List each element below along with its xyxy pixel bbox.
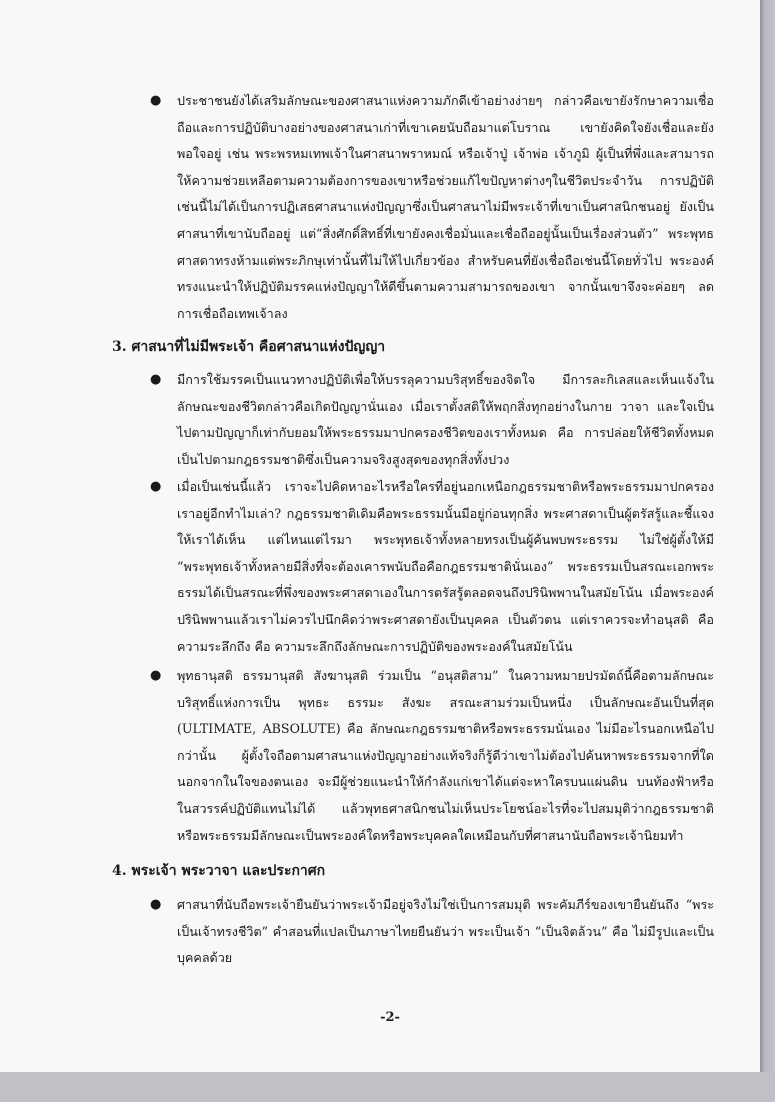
section-4-heading: 4. พระเจ้า พระวาจา และประกาศก bbox=[112, 863, 326, 879]
section-3-bullet-1: มีการใช้มรรคเป็นแนวทางปฏิบัติเพื่อให้บรรลุความบริสุทธิ์ของจิตใจ มีการละกิเลสและเห็นแจ้งในลักษณะของชีวิตกล่าวคือเกิดปัญญานั่นเอง เมื่อเราตั้งสติให้พฤกสิ่งทุกอย่างในกาย วาจา และใจเป็นไปตามปัญญาก็เท่ากับยอมให้พระธรรมมาปกครองชีวิตของเราทั้งหมด คือ การปล่อยให้ชีวิตทั้งหมดเป็นไปตามกฎธรรมชาติซึ่งเป็นความจริงสูงสุดของทุกสิ่งทั้งปวง bbox=[177, 372, 714, 467]
section-3-bullet-2: เมื่อเป็นเช่นนี้แล้ว เราจะไปคิดหาอะไรหรือใครที่อยู่นอกเหนือกฎธรรมชาติหรือพระธรรมมาปกครองเราอยู่อีกทำไมเล่า? กฎธรรมชาติเดิมคือพระธรรมนั้นมีอยู่ก่อนทุกสิ่ง พระศาสดาเป็นผู้ตรัสรู้และชี้แจงให้เราได้เห็น แต่ไหนแต่ไรมา พระพุทธเจ้าทั้งหลายทรงเป็นผู้ค้นพบพระธรรม ไม่ใช่ผู้ตั้งให้มี “พระพุทธเจ้าทั้งหลายมีสิ่งที่จะต้องเคารพนับถือคือกฎธรรมชาตินั่นเอง” พระธรรมเป็นสรณะเอกพระธรรมได้เป็นสรณะที่พึ่งของพระศาสดาเองในการตรัสรู้ตลอดจนถึงปรินิพพานในสมัยโน้น เมื่อพระองค์ปรินิพพานแล้วเราไม่ควรไปนึกคิดว่าพระศาสดายังเป็นบุคคล เป็นตัวตน แต่เราควรจะทำอนุสติ คือ ความระลึกถึง คือ ความระลึกถึงลักษณะการปฏิบัติของพระองค์ในสมัยโน้น bbox=[177, 479, 714, 654]
bullet-icon: ● bbox=[150, 897, 162, 912]
section-4-bullet-1: ศาสนาที่นับถือพระเจ้ายืนยันว่าพระเจ้ามีอยู่จริงไม่ใช่เป็นการสมมุติ พระคัมภีร์ของเขายืนยันถึง “พระเป็นเจ้าทรงชีวิต” คำสอนที่แปลเป็นภาษาไทยยืนยันว่า พระเป็นเจ้า “เป็นจิตล้วน” คือ ไม่มีรูปและเป็นบุคคลด้วย bbox=[177, 897, 714, 966]
section-3-heading: 3. ศาสนาที่ไม่มีพระเจ้า คือศาสนาแห่งปัญญา bbox=[112, 339, 386, 355]
section-3-bullet-3: พุทธานุสติ ธรรมานุสติ สังฆานุสติ ร่วมเป็น “อนุสติสาม” ในความหมายปรมัตถ์นี้คือตามลักษณะบริสุทธิ์แห่งการเป็น พุทธะ ธรรมะ สังฆะ สรณะสามร่วมเป็นหนึ่ง เป็นลักษณะอันเป็นที่สุด (ULTIMATE, ABSOLUTE) คือ ลักษณะกฎธรรมชาติหรือพระธรรมนั่นเอง ไม่มีอะไรนอกเหนือไปกว่านั้น ผู้ตั้งใจถือตามศาสนาแห่งปัญญาอย่างแท้จริงก็รู้ดีว่าเขาไม่ต้องไปค้นหาพระธรรมจากที่ใดนอกจากในใจของตนเอง จะมีผู้ช่วยแนะนำให้กำลังแก่เขาได้แต่จะหาใครบนแผ่นดิน บนท้องฟ้าหรือในสวรรค์ปฏิบัติแทนไม่ได้ แล้วพุทธศาสนิกชนไม่เห็นประโยชน์อะไรที่จะไปสมมุติว่ากฎธรรมชาติหรือพระธรรมมีลักษณะเป็นพระองค์ใดหรือพระบุคคลใดเหมือนกับที่ศาสนานับถือพระเจ้านิยมทำ bbox=[177, 668, 714, 843]
bullet-icon: ● bbox=[150, 479, 162, 494]
bullet-icon: ● bbox=[150, 372, 162, 387]
bullet-icon: ● bbox=[150, 93, 162, 108]
bullet-icon: ● bbox=[150, 668, 162, 683]
paragraph-continuation: ประชาชนยังได้เสริมลักษณะของศาสนาแห่งความภักดีเข้าอย่างง่ายๆ กล่าวคือเขายังรักษาความเชื่อถือและการปฏิบัติบางอย่างของศาสนาเก่าที่เขาเคยนับถือมาแต่โบราณ เขายังคิดใจยังเชื่อและยังพอใจอยู่ เช่น พระพรหมเทพเจ้าในศาสนาพราหมณ์ หรือเจ้าปู่ เจ้าพ่อ เจ้าภูมิ ผู้เป็นที่พึ่งและสามารถให้ความช่วยเหลือตามความต้องการของเขาหรือช่วยแก้ไขปัญหาต่างๆในชีวิตประจำวัน การปฏิบัติเช่นนี้ไม่ได้เป็นการปฏิเสธศาสนาแห่งปัญญาซึ่งเป็นศาสนาไม่มีพระเจ้าที่เขาเป็นศาสนิกชนอยู่ ยังเป็นศาสนาที่เขานับถืออยู่ แต่“สิ่งศักดิ์สิทธิ์ที่เขายังคงเชื่อมั่นและเชื่อถืออยู่นั้นเป็นเรื่องส่วนตัว” พระพุทธศาสดาทรงห้ามแต่พระภิกษุเท่านั้นที่ไม่ให้ไปเกี่ยวข้อง สำหรับคนที่ยังเชื่อถือเช่นนี้โดยทั่วไป พระองค์ทรงแนะนำให้ปฏิบัติมรรคแห่งปัญญาให้ดีขึ้นตามความสามารถของเขา จากนั้นเขาจึงจะค่อยๆ ลดการเชื่อถือเทพเจ้าลง bbox=[177, 93, 714, 321]
scan-shadow-bottom bbox=[0, 1072, 775, 1102]
page-number: -2- bbox=[380, 1010, 400, 1025]
scan-shadow-right bbox=[760, 0, 775, 1102]
